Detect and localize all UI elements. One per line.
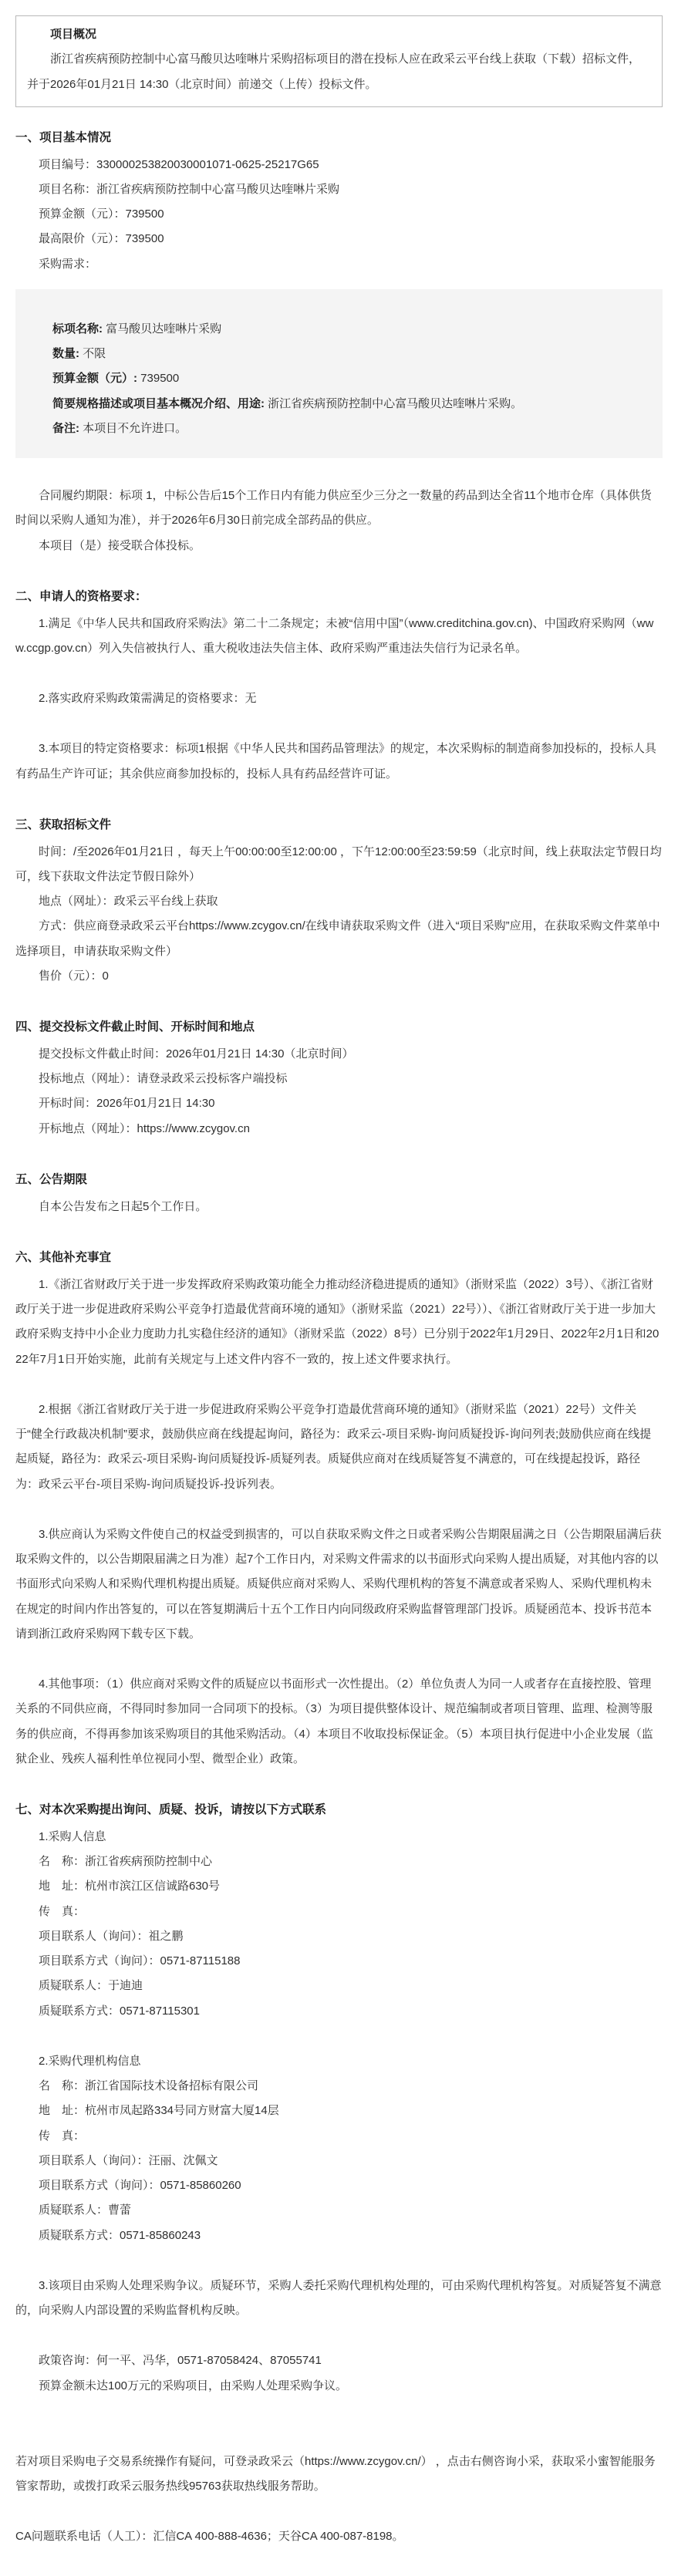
paragraph: 3.供应商认为采购文件使自己的权益受到损害的，可以自获取采购文件之日或者采购公告期限届满之日（公告期限届满后获取采购文件的，以公告期限届满之日为准）起7个工作日内，对采购文件需求的以书面形式向采购人提出质疑，对其他内容的以书面形式向采购人和采购代理机构提出质疑。质疑供应商对采购人、采购代理机构的答复不满意或者采购人、采购代理机构未在规定的时间内作出答复的，可以在答复期满后十五个工作日内向同级政府采购监督管理部门投诉。质疑函范本、投诉书范本请到浙江政府采购网下载专区下载。 [15, 1527, 662, 1640]
section-heading: 四、提交投标文件截止时间、开标时间和地点 [15, 1020, 255, 1034]
field-value: 739500 [137, 372, 180, 386]
document-section [15, 1018, 663, 1141]
section-heading: 三、获取招标文件 [15, 818, 112, 831]
paragraph: 项目名称：浙江省疾病预防控制中心富马酸贝达喹啉片采购 [39, 182, 340, 196]
paragraph: 本项目（是）接受联合体投标。 [39, 538, 201, 552]
paragraph: 3.该项目由采购人处理采购争议。质疑环节，采购人委托采购代理机构处理的，可由采购代理机构答复。对质疑答复不满意的，向采购人内部设置的采购监督机构反映。 [15, 2278, 662, 2318]
sections [15, 129, 663, 2550]
paragraph: 售价（元）：0 [39, 969, 109, 983]
field-value: 本项目不允许进口。 [79, 421, 187, 435]
paragraph: 采购需求： [39, 257, 97, 271]
paragraph: 1.《浙江省财政厅关于进一步发挥政府采购政策功能全力推动经济稳进提质的通知》（浙财采监（2022）3号）、《浙江省财政厅关于进一步促进政府采购公平竞争打造最优营商环境的通知》（浙财采监（2021）22号））、《浙江省财政厅关于进一步加大政府采购支持中小企业力度助力扎实稳住经济的通知》（浙财采监（2022）8号）已分别于2022年1月29日、2022年2月1日和2022年7月1日开始实施，此前有关规定与上述文件内容不一致的，按上述文件要求执行。 [15, 1277, 659, 1366]
paragraph: 质疑联系方式：0571-85860243 [39, 2228, 201, 2242]
paragraph: 项目联系人（询问）：祖之鹏 [39, 1929, 184, 1943]
field-label: 数量: [52, 347, 79, 361]
paragraph: 地 址：杭州市滨江区信诚路630号 [39, 1880, 221, 1893]
paragraph: 方式：供应商登录政采云平台https://www.zcygov.cn/在线申请获取采购文件（进入“项目采购”应用，在获取采购文件菜单中选择项目，申请获取采购文件） [15, 919, 660, 958]
paragraph: 质疑联系人：于迪迪 [39, 1979, 143, 1993]
paragraph: 自本公告发布之日起5个工作日。 [39, 1199, 207, 1213]
document-section [15, 816, 663, 989]
paragraph: 预算金额未达100万元的采购项目，由采购人处理采购争议。 [39, 2379, 348, 2392]
paragraph: 1.采购人信息 [39, 1829, 106, 1843]
field-value: 不限 [79, 347, 106, 361]
section-heading: 六、其他补充事宜 [15, 1250, 112, 1264]
document-section [15, 129, 663, 558]
paragraph: 预算金额（元）：739500 [39, 207, 164, 221]
paragraph: 投标地点（网址）：请登录政采云投标客户端投标 [39, 1072, 288, 1086]
paragraph: 时间：/至2026年01月21日 ，每天上午00:00:00至12:00:00 ，下午12:00:00至23:59:59（北京时间，线上获取法定节假日均可，线下获取文件法定节假日除外） [15, 845, 662, 883]
paragraph: 质疑联系方式：0571-87115301 [39, 2004, 200, 2018]
panel-field [29, 342, 649, 366]
paragraph: 若对项目采购电子交易系统操作有疑问，可登录政采云（https://www.zcygov.cn/） ，点击右侧咨询小采，获取采小蜜智能服务管家帮助，或拨打政采云服务热线95763获取热线服务帮助。 [15, 2454, 656, 2493]
paragraph: 政策咨询：何一平、冯华，0571-87058424、87055741 [39, 2354, 322, 2368]
paragraph: 2.根据《浙江省财政厅关于进一步促进政府采购公平竞争打造最优营商环境的通知》（浙财采监（2021）22号）文件关于“健全行政裁决机制”要求，鼓励供应商在线提起询问，路径为：政采云-项目采购-询问质疑投诉-询问列表;鼓励供应商在线提起质疑，路径为：政采云-项目采购-询问质疑投诉-质疑列表。质疑供应商对在线质疑答复不满意的，可在线提起投诉，路径为：政采云平台-项目采购-询问质疑投诉-投诉列表。 [15, 1402, 652, 1491]
field-label: 标项名称: [52, 322, 103, 335]
paragraph: 传 真： [39, 2129, 86, 2143]
field-value: 浙江省疾病预防控制中心富马酸贝达喹啉片采购。 [265, 396, 523, 410]
paragraph: 开标时间：2026年01月21日 14:30 [39, 1097, 215, 1111]
paragraph: 2.落实政府采购政策需满足的资格要求：无 [39, 692, 257, 706]
project-overview-box [15, 15, 663, 107]
paragraph: 1.满足《中华人民共和国政府采购法》第二十二条规定；未被“信用中国”（www.creditchina.gov.cn)、中国政府采购网（www.ccgp.gov.cn）列入失信被执行人、重大税收违法失信主体、政府采购严重违法失信行为记录名单。 [15, 616, 654, 655]
section-heading: 五、公告期限 [15, 1172, 88, 1186]
field-label: 简要规格描述或项目基本概况介绍、用途: [52, 396, 265, 410]
field-label: 预算金额（元）: [52, 372, 137, 386]
paragraph: 名 称：浙江省国际技术设备招标有限公司 [39, 2079, 259, 2093]
section-heading: 七、对本次采购提出询问、质疑、投诉，请按以下方式联系 [15, 1803, 327, 1817]
document-section [15, 1249, 663, 1772]
section-heading: 二、申请人的资格要求： [15, 589, 147, 603]
panel-field [29, 392, 649, 416]
paragraph: 合同履约期限：标项 1，中标公告后15个工作日内有能力供应至少三分之一数量的药品到达全省11个地市仓库（具体供货时间以采购人通知为准），并于2026年6月30日前完成全部药品的供应。 [15, 489, 652, 528]
paragraph: 质疑联系人：曹蕾 [39, 2203, 132, 2217]
paragraph: 项目编号：330000253820030001071-0625-25217G65 [39, 157, 319, 171]
paragraph: 2.采购代理机构信息 [39, 2054, 141, 2068]
document-section [15, 1801, 663, 2550]
paragraph: 传 真： [39, 1904, 86, 1918]
panel-field [29, 416, 649, 441]
paragraph: 项目联系人（询问）：汪丽、沈佩文 [39, 2153, 218, 2167]
paragraph: 项目联系方式（询问）：0571-87115188 [39, 1954, 241, 1968]
overview-title: 项目概况 [50, 28, 97, 41]
paragraph: 3.本项目的特定资格要求：标项1根据《中华人民共和国药品管理法》的规定，本次采购标的制造商参加投标的，投标人具有药品生产许可证；其余供应商参加投标的，投标人具有药品经营许可证。 [15, 742, 656, 781]
paragraph: 最高限价（元）：739500 [39, 232, 164, 246]
paragraph: 提交投标文件截止时间：2026年01月21日 14:30（北京时间） [39, 1047, 354, 1060]
paragraph: 开标地点（网址）：https://www.zcygov.cn [39, 1121, 250, 1135]
field-value: 富马酸贝达喹啉片采购 [103, 322, 222, 335]
panel-field [29, 317, 649, 342]
paragraph: CA问题联系电话（人工）：汇信CA 400-888-4636；天谷CA 400-087-8198。 [15, 2530, 404, 2544]
document-section [15, 1171, 663, 1219]
paragraph: 地点（网址）：政采云平台线上获取 [39, 895, 218, 909]
paragraph: 地 址：杭州市凤起路334号同方财富大厦14层 [39, 2104, 279, 2118]
panel-field [29, 366, 649, 391]
paragraph: 4.其他事项：（1）供应商对采购文件的质疑应以书面形式一次性提出。（2）单位负责人为同一人或者存在直接控股、管理关系的不同供应商，不得同时参加同一合同项下的投标。（3）为项目提供整体设计、规范编制或者项目管理、监理、检测等服务的供应商，不得再参加该采购项目的其他采购活动。（4）本项目不收取投标保证金。（5）本项目执行促进中小企业发展（监狱企业、残疾人福利性单位视同小型、微型企业）政策。 [15, 1677, 653, 1765]
paragraph: 名 称：浙江省疾病预防控制中心 [39, 1855, 213, 1869]
overview-body: 浙江省疾病预防控制中心富马酸贝达喹啉片采购招标项目的潜在投标人应在政采云平台线上获取（下载）招标文件，并于2026年01月21日 14:30（北京时间）前递交（上传）投标文件。 [27, 52, 641, 91]
paragraph: 项目联系方式（询问）：0571-85860260 [39, 2179, 241, 2193]
lot-info-panel [15, 289, 663, 458]
section-heading: 一、项目基本情况 [15, 130, 112, 144]
document-section [15, 588, 663, 787]
field-label: 备注: [52, 421, 79, 435]
